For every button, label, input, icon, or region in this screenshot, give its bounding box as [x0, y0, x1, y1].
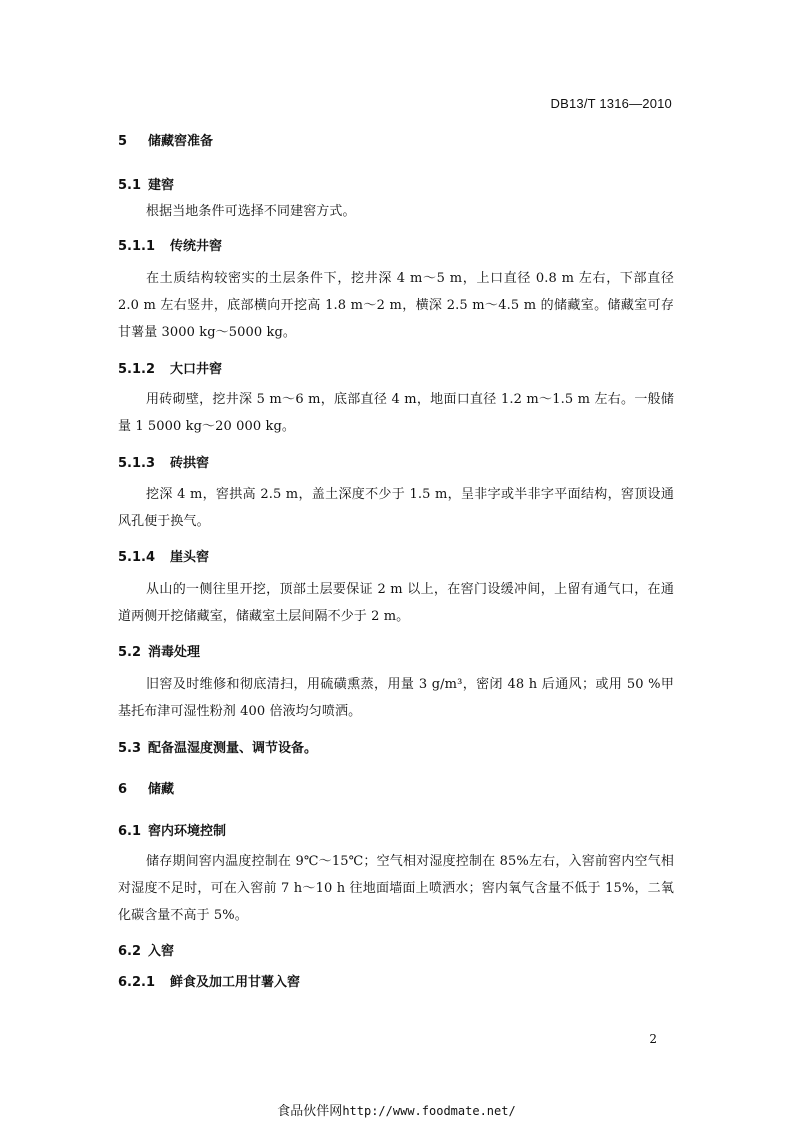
section-number: 5.2	[118, 645, 142, 660]
section-number: 5	[118, 134, 128, 149]
section-title: 崖头窖	[170, 550, 210, 565]
document-code: DB13/T 1316—2010	[550, 96, 672, 111]
paragraph-5-1-2: 用砖砌壁，挖井深 5 m～6 m，底部直径 4 m，地面口直径 1.2 m～1.5 m 左右。一般储量 1 5000 kg～20 000 kg。	[118, 392, 674, 434]
heading-section-5-2	[118, 641, 200, 660]
heading-section-6-2	[118, 940, 174, 959]
section-title: 消毒处理	[148, 645, 201, 660]
heading-section-5-1	[118, 174, 174, 193]
section-title: 建窖	[148, 178, 175, 193]
paragraph-5-1: 根据当地条件可选择不同建窖方式。	[146, 204, 356, 219]
section-number: 6.2.1	[118, 975, 156, 990]
section-number: 5.1.4	[118, 550, 156, 565]
paragraph-5-1-3: 挖深 4 m，窖拱高 2.5 m，盖土深度不少于 1.5 m，呈非字或半非字平面结构，窖顶设通风孔便于换气。	[118, 487, 674, 529]
paragraph-6-1: 储存期间窖内温度控制在 9℃～15℃；空气相对湿度控制在 85%左右，入窖前窖内空气相对湿度不足时，可在入窖前 7 h～10 h 往地面墙面上喷洒水；窖内氧气含量不低于 15%，二氧化碳含量不高于 5%。	[118, 854, 674, 923]
section-number: 6.2	[118, 944, 142, 959]
section-number: 5.1	[118, 178, 142, 193]
heading-section-5-1-2	[118, 358, 222, 377]
heading-section-5-1-4	[118, 546, 209, 565]
section-number: 5.1.3	[118, 456, 156, 471]
section-number: 6	[118, 782, 128, 797]
section-title: 传统井窖	[170, 239, 223, 254]
footer	[0, 1100, 793, 1119]
page-number: 2	[649, 1032, 657, 1046]
heading-section-6-2-1	[118, 971, 300, 990]
paragraph-5-2: 旧窖及时维修和彻底清扫，用硫磺熏蒸，用量 3 g/m³，密闭 48 h 后通风；或用 50 %甲基托布津可湿性粉剂 400 倍液均匀喷洒。	[118, 677, 674, 719]
heading-section-5-1-1	[118, 235, 222, 254]
section-title: 配备温湿度测量、调节设备。	[148, 741, 318, 756]
section-title: 储藏	[148, 782, 175, 797]
section-title: 入窖	[148, 944, 175, 959]
section-number: 6.1	[118, 824, 142, 839]
heading-section-5	[118, 130, 213, 149]
section-title: 大口井窖	[170, 362, 223, 377]
heading-section-5-1-3	[118, 452, 209, 471]
footer-site-name: 食品伙伴网	[277, 1104, 343, 1119]
heading-section-5-3	[118, 737, 317, 756]
heading-section-6-1	[118, 820, 226, 839]
section-title: 窖内环境控制	[148, 824, 227, 839]
section-number: 5.1.1	[118, 239, 156, 254]
heading-section-6	[118, 778, 174, 797]
paragraph-5-1-1: 在土质结构较密实的土层条件下，挖井深 4 m～5 m，上口直径 0.8 m 左右，下部直径 2.0 m 左右竖井，底部横向开挖高 1.8 m～2 m，横深 2.5 m～4.5 m 的储藏室。储藏室可存甘薯量 3000 kg～5000 kg。	[118, 271, 674, 340]
paragraph-5-1-4: 从山的一侧往里开挖，顶部土层要保证 2 m 以上，在窖门设缓冲间，上留有通气口，在通道两侧开挖储藏室，储藏室土层间隔不少于 2 m。	[118, 582, 674, 624]
section-title: 鲜食及加工用甘薯入窖	[170, 975, 301, 990]
section-title: 储藏窖准备	[148, 134, 214, 149]
section-number: 5.1.2	[118, 362, 156, 377]
section-number: 5.3	[118, 741, 142, 756]
footer-url-link[interactable]: http://www.foodmate.net/	[342, 1104, 516, 1118]
section-title: 砖拱窖	[170, 456, 210, 471]
